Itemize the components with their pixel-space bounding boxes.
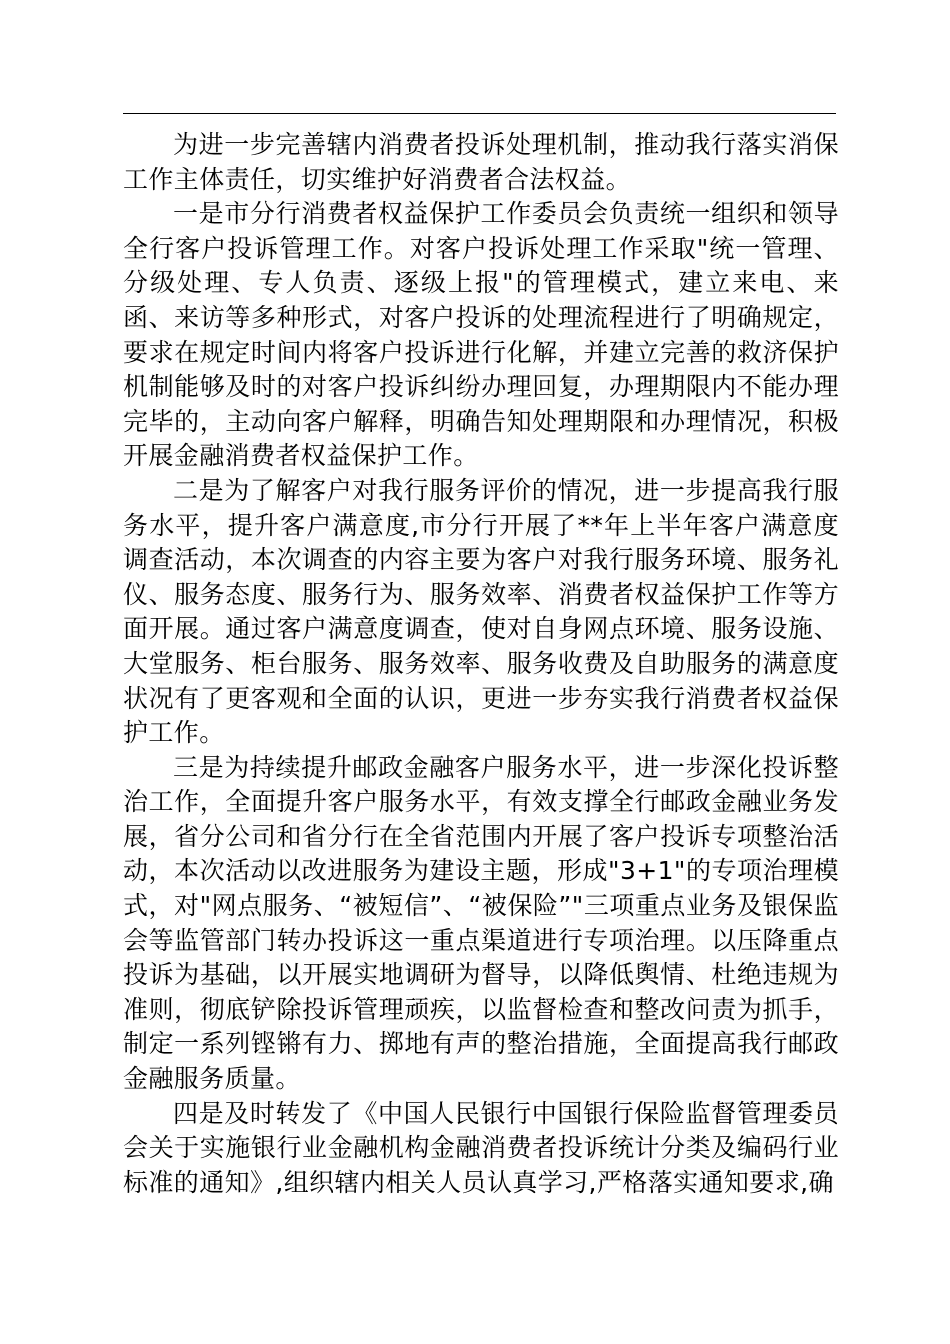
- paragraph-point-two: 二是为了解客户对我行服务评价的情况，进一步提高我行服务水平，提升客户满意度,市分行开展了**年上半年客户满意度调查活动，本次调查的内容主要为客户对我行服务环境、服务礼仪、服务态度、服务行为、服务效率、消费者权益保护工作等方面开展。通过客户满意度调查，使对自身网点环境、服务设施、大堂服务、柜台服务、服务效率、服务收费及自助服务的满意度状况有了更客观和全面的认识，更进一步夯实我行消费者权益保护工作。: [123, 475, 839, 748]
- paragraph-point-three: 三是为持续提升邮政金融客户服务水平，进一步深化投诉整治工作，全面提升客户服务水平，有效支撑全行邮政金融业务发展，省分公司和省分行在全省范围内开展了客户投诉专项整治活动，本次活动以改进服务为建设主题，形成"3+1"的专项治理模式，对"网点服务、“被短信”、“被保险”"三项重点业务及银保监会等监管部门转办投诉这一重点渠道进行专项治理。以压降重点投诉为基础，以开展实地调研为督导，以降低舆情、杜绝违规为准则，彻底铲除投诉管理顽疾，以监督检查和整改问责为抓手，制定一系列铿锵有力、掷地有声的整治措施，全面提高我行邮政金融服务质量。: [123, 752, 839, 1094]
- header-rule: [123, 113, 836, 114]
- document-body: [123, 128, 839, 1200]
- paragraph-point-four: 四是及时转发了《中国人民银行中国银行保险监督管理委员会关于实施银行业金融机构金融消费者投诉统计分类及编码行业标准的通知》,组织辖内相关人员认真学习,严格落实通知要求,确: [123, 1098, 839, 1197]
- paragraph-point-one: 一是市分行消费者权益保护工作委员会负责统一组织和领导全行客户投诉管理工作。对客户投诉处理工作采取"统一管理、分级处理、专人负责、逐级上报"的管理模式，建立来电、来函、来访等多种形式，对客户投诉的处理流程进行了明确规定，要求在规定时间内将客户投诉进行化解，并建立完善的救济保护机制能够及时的对客户投诉纠纷办理回复，办理期限内不能办理完毕的，主动向客户解释，明确告知处理期限和办理情况，积极开展金融消费者权益保护工作。: [123, 199, 839, 471]
- paragraph-intro: 为进一步完善辖内消费者投诉处理机制，推动我行落实消保工作主体责任，切实维护好消费者合法权益。: [123, 130, 839, 194]
